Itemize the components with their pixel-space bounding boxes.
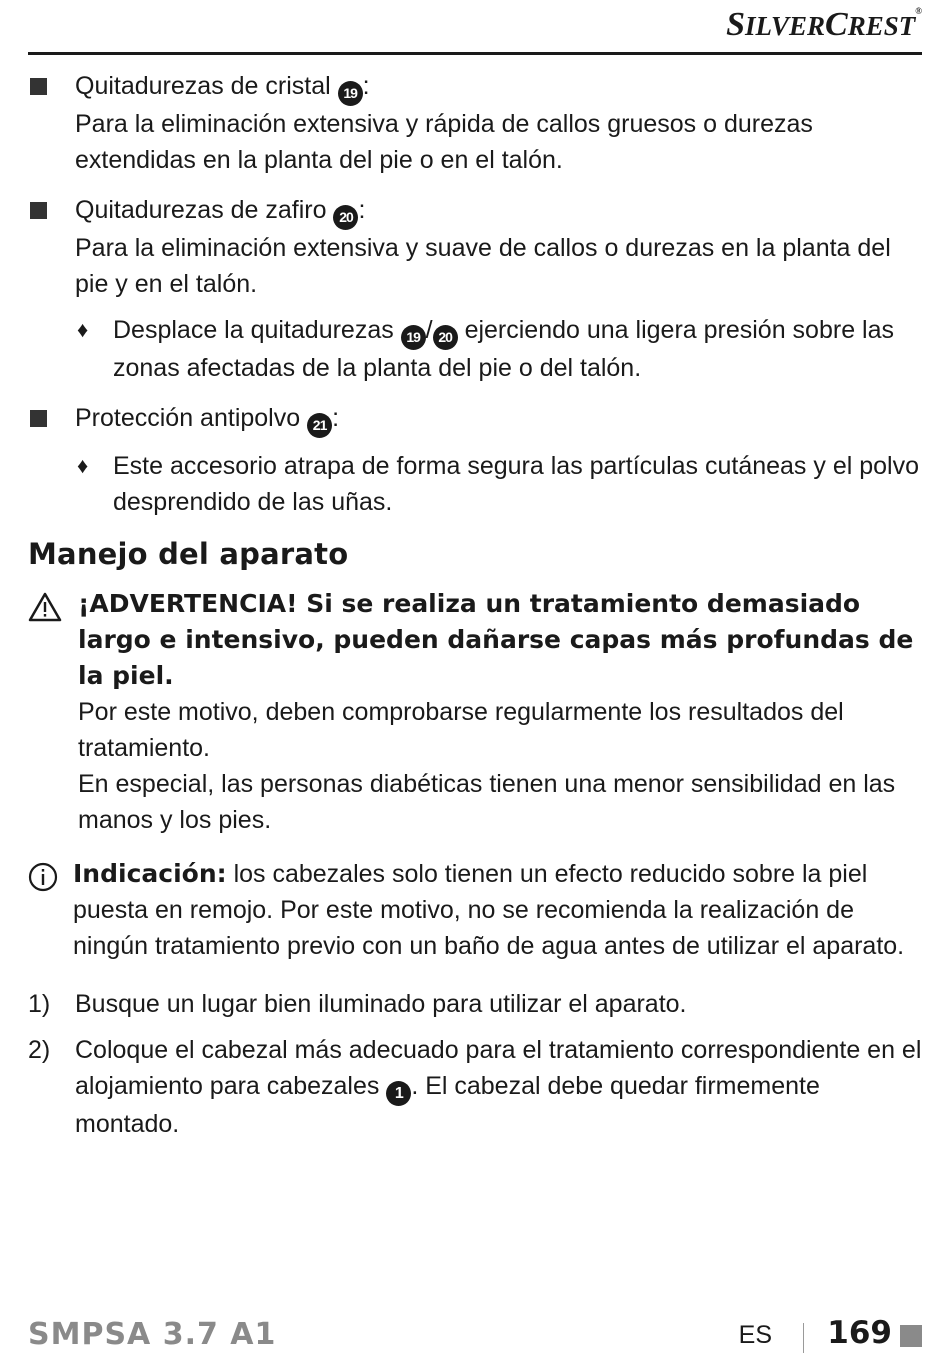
square-bullet-icon xyxy=(30,410,47,427)
warning-heading: ¡ADVERTENCIA! Si se realiza un tratamiento demasiado largo e intensivo, pueden dañarse capas más profundas de la piel. xyxy=(78,589,914,690)
note-block xyxy=(28,856,922,964)
header-rule xyxy=(28,52,922,55)
instruction-bullet: ♦ Este accesorio atrapa de forma segura las partículas cutáneas y el polvo desprendido de las uñas. xyxy=(28,448,922,520)
warning-text: En especial, las personas diabéticas tienen una menor sensibilidad en las manos y los pies. xyxy=(78,770,896,834)
diamond-bullet-icon: ♦ xyxy=(77,317,89,342)
step-number: 1) xyxy=(28,990,51,1018)
brand-logo: SILVERCREST® xyxy=(726,6,922,43)
component-item: Protección antipolvo 21 : xyxy=(28,400,922,438)
step-item: 2) Coloque el cabezal más adecuado para el tratamiento correspondiente en el alojamiento para cabezales 1 . El cabezal debe quedar firmemente montado. xyxy=(28,1032,922,1142)
warning-triangle-icon xyxy=(28,592,62,622)
instruction-bullet: ♦ Desplace la quitadurezas 19 / 20 ejerciendo una ligera presión sobre las zonas afectadas de la planta del pie o del talón. xyxy=(28,312,922,386)
info-icon xyxy=(28,862,58,892)
diamond-bullet-icon: ♦ xyxy=(77,453,89,478)
number-badge: 20 xyxy=(433,325,458,350)
number-badge: 1 xyxy=(386,1081,411,1106)
component-item: Quitadurezas de cristal 19 : Para la eliminación extensiva y rápida de callos gruesos o durezas extendidas en la planta del pie o en el talón. xyxy=(28,68,922,178)
step-item xyxy=(28,986,922,1022)
component-description: Para la eliminación extensiva y suave de callos o durezas en la planta del pie y en el talón. xyxy=(75,234,891,298)
note-label: Indicación: xyxy=(73,859,227,888)
component-label: Quitadurezas de cristal xyxy=(75,72,331,100)
page-square-icon xyxy=(900,1325,922,1347)
number-badge: 20 xyxy=(333,205,358,230)
step-number: 2) xyxy=(28,1036,51,1064)
page-content xyxy=(28,68,922,1152)
page-footer xyxy=(28,1315,922,1359)
number-badge: 21 xyxy=(307,413,332,438)
component-label: Protección antipolvo xyxy=(75,404,301,432)
warning-text: Por este motivo, deben comprobarse regularmente los resultados del tratamiento. xyxy=(78,698,844,762)
component-item: Quitadurezas de zafiro 20 : Para la eliminación extensiva y suave de callos o durezas en la planta del pie y en el talón. xyxy=(28,192,922,302)
component-label: Quitadurezas de zafiro xyxy=(75,196,327,224)
footer-divider xyxy=(803,1323,804,1353)
page-number: 169 xyxy=(827,1315,892,1351)
model-number: SMPSA 3.7 A1 xyxy=(28,1317,277,1352)
language-code: ES xyxy=(738,1321,772,1349)
square-bullet-icon xyxy=(30,202,47,219)
square-bullet-icon xyxy=(30,78,47,95)
number-badge: 19 xyxy=(401,325,426,350)
component-description: Para la eliminación extensiva y rápida de callos gruesos o durezas extendidas en la planta del pie o en el talón. xyxy=(75,110,813,174)
section-title: Manejo del aparato xyxy=(28,537,349,571)
warning-block xyxy=(28,586,922,838)
step-text: Busque un lugar bien iluminado para utilizar el aparato. xyxy=(75,990,687,1018)
number-badge: 19 xyxy=(338,81,363,106)
note-text: los cabezales solo tienen un efecto reducido sobre la piel puesta en remojo. Por este motivo, no se recomienda la realización de ningún tratamiento previo con un baño de agua antes de utilizar el aparato. xyxy=(73,860,905,960)
